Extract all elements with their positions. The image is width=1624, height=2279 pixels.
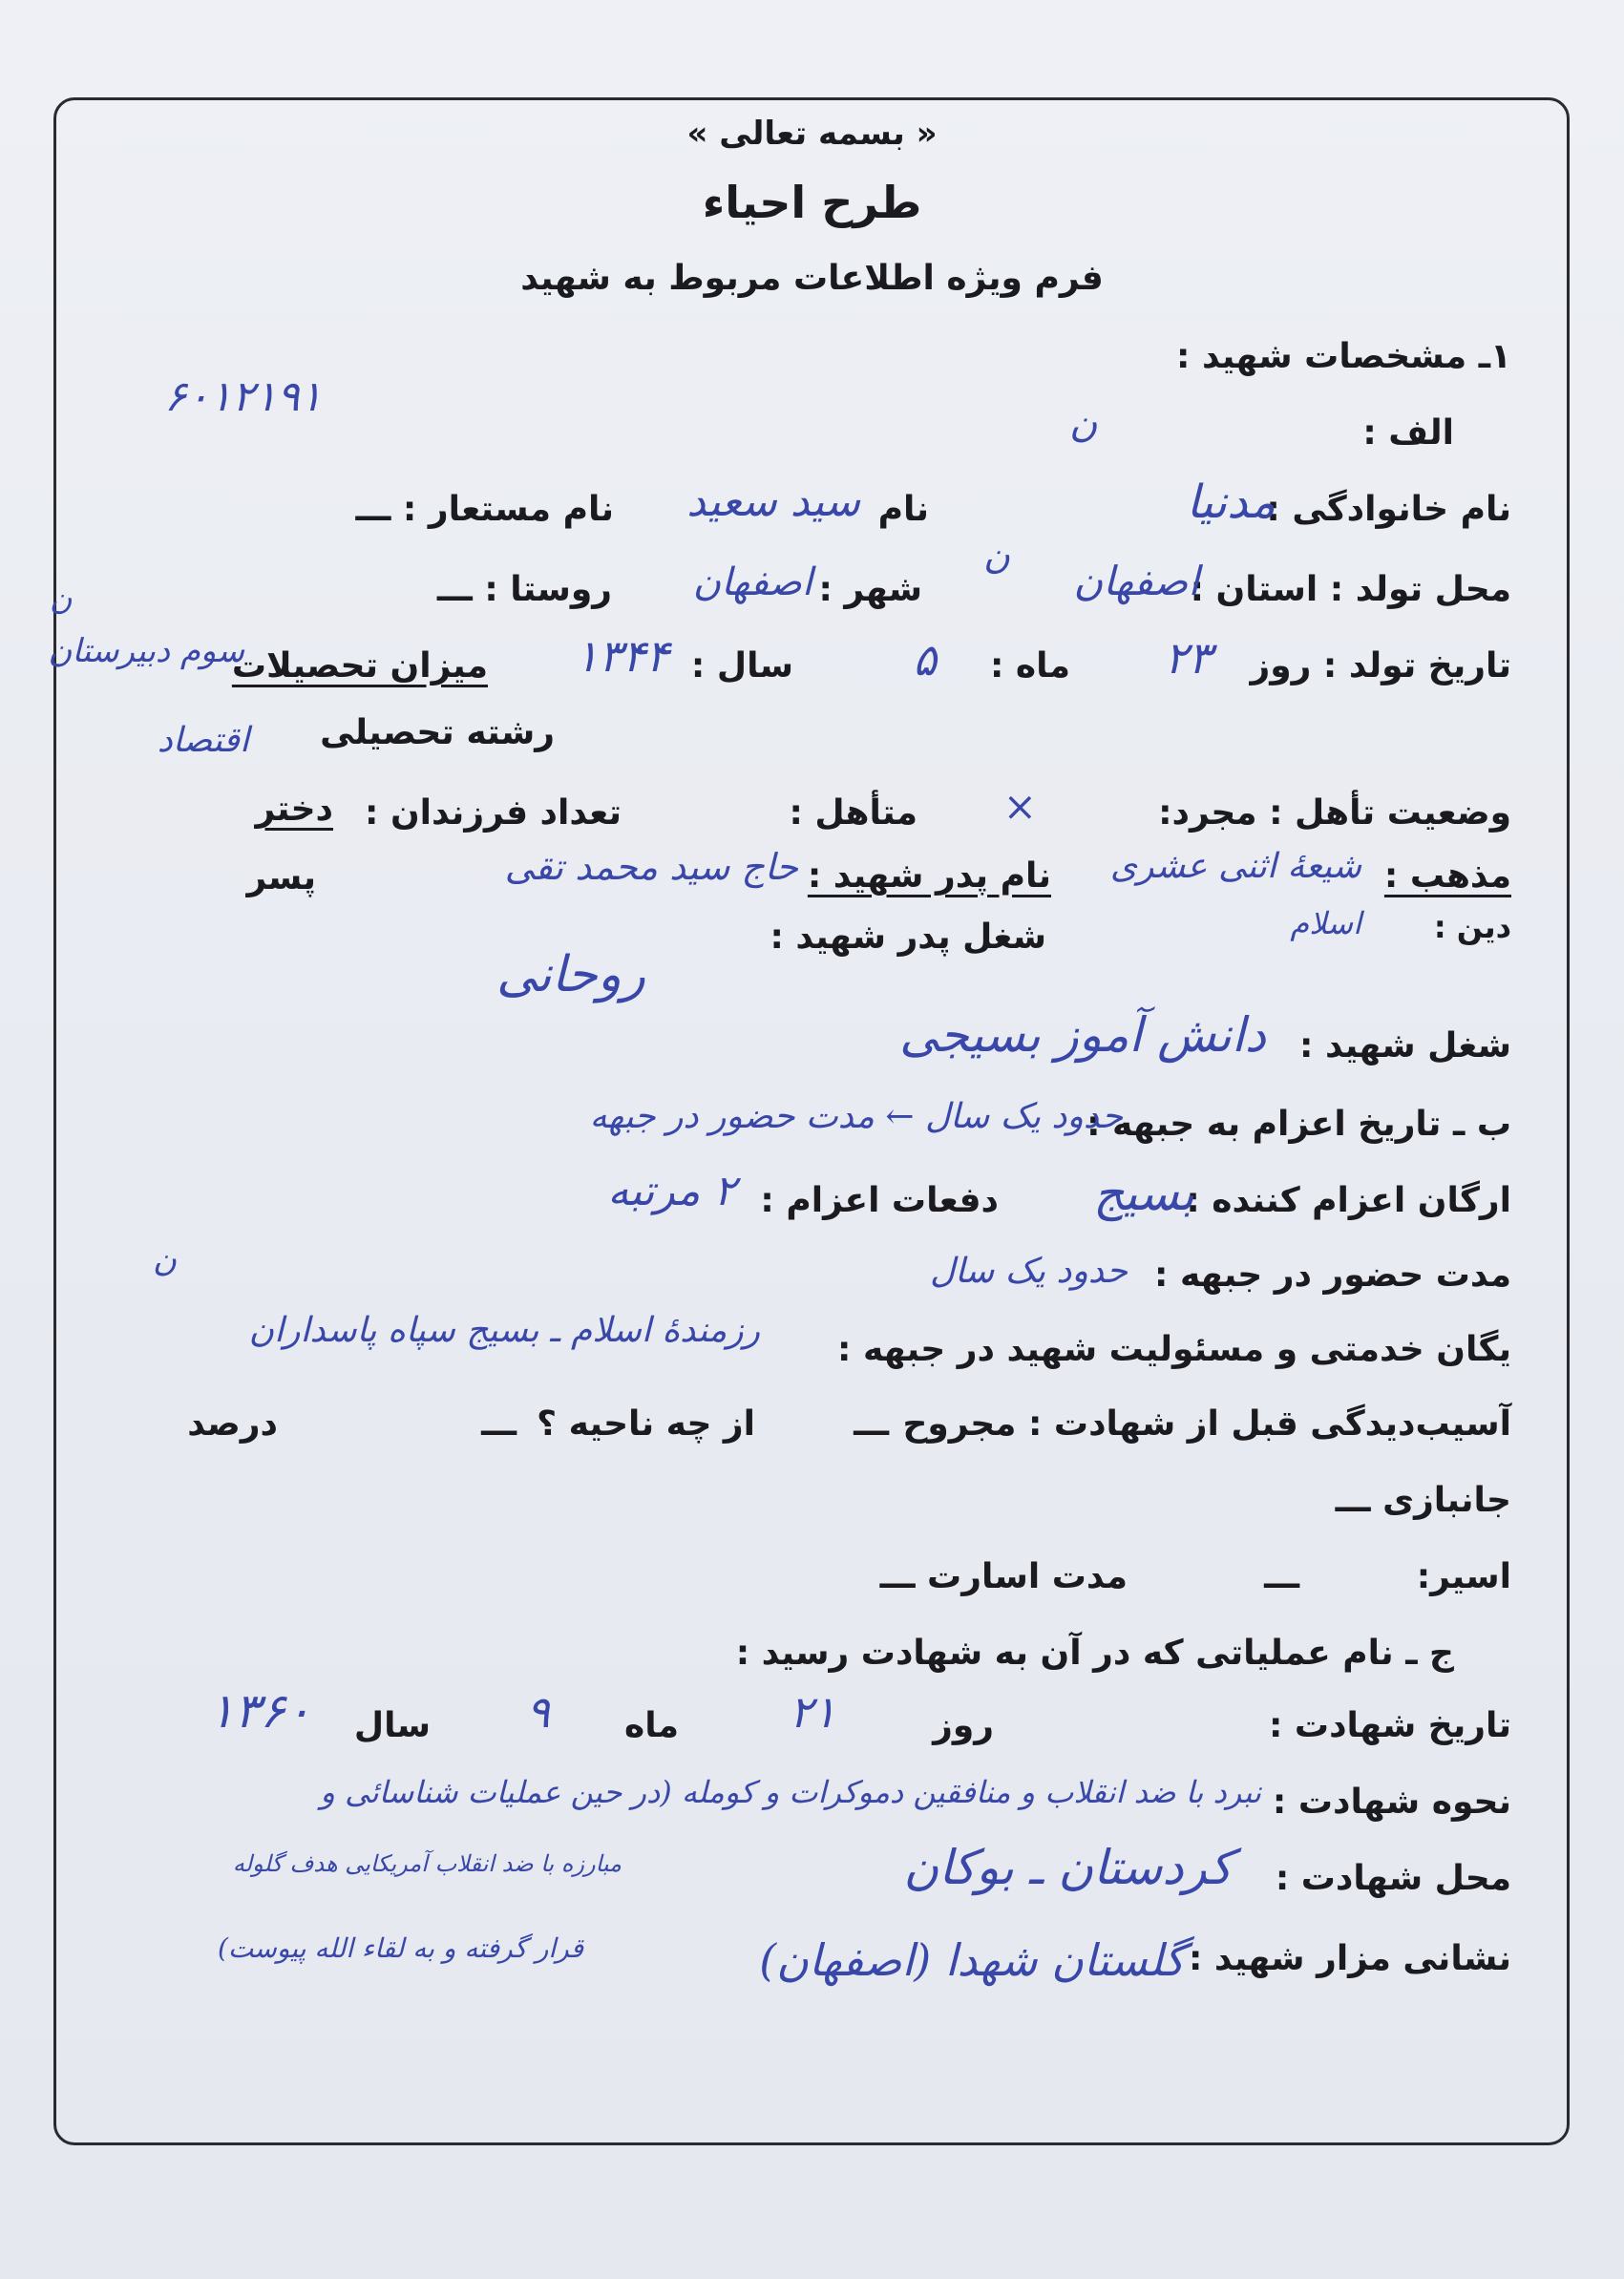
manner-label: نحوه شهادت : <box>1272 1783 1511 1822</box>
martyrdom-day-value: ۲۱ <box>789 1686 836 1738</box>
field-label: رشته تحصیلی <box>320 713 555 752</box>
province-value: اصفهان <box>1073 558 1199 604</box>
city-value: اصفهان <box>692 560 812 604</box>
mark-n-4: ن <box>153 1241 177 1279</box>
family-name-value: مدنیا <box>1186 475 1276 529</box>
martyrdom-year-label: سال <box>353 1706 431 1745</box>
daughter-label: دختر <box>255 790 333 829</box>
birth-year-value: ۱۳۴۴ <box>575 630 669 682</box>
family-name-label: نام خانوادگی : <box>1266 490 1511 529</box>
birth-month-value: ۵ <box>913 634 937 686</box>
place-value: کردستان ـ بوکان <box>903 1840 1233 1895</box>
job-label: شغل شهید : <box>1299 1026 1511 1066</box>
manner-value-continued: مبارزه با ضد انقلاب آمریکایی هدف گلوله <box>232 1850 622 1877</box>
form-subtitle: فرم ویژه اطلاعات مربوط به شهید <box>520 259 1104 298</box>
mark-n-2: ن <box>983 535 1010 577</box>
place-label: محل شهادت : <box>1275 1859 1511 1898</box>
education-label: میزان تحصیلات <box>231 646 488 686</box>
injury-dash: ـــ <box>854 1404 889 1444</box>
captive-label: اسیر: <box>1416 1557 1511 1596</box>
id-number: ۶۰۱۲۱۹۱ <box>164 372 323 421</box>
first-name-label: نام <box>877 490 929 529</box>
dispatch-label: ب ـ تاریخ اعزام به جبهه : <box>1086 1105 1511 1144</box>
percent-label: درصد <box>187 1404 278 1444</box>
birthplace-label: محل تولد : استان : <box>1190 570 1511 609</box>
mark-n-1: ن <box>1069 402 1098 446</box>
dispatch-value: حدود یک سال ← مدت حضور در جبهه <box>589 1097 1123 1136</box>
dispatch-times-value: ۲ مرتبه <box>607 1167 736 1215</box>
education-value: سوم دبیرستان <box>48 632 244 670</box>
organization-value: بسیج <box>1093 1166 1194 1221</box>
injury-label: آسیب‌دیدگی قبل از شهادت : مجروح <box>902 1404 1511 1444</box>
martyrdom-day-label: روز <box>933 1706 994 1745</box>
religion-value: اسلام <box>1290 905 1361 941</box>
marital-label: وضعیت تأهل : مجرد: <box>1158 793 1511 833</box>
birth-month-label: ماه : <box>990 646 1070 686</box>
city-label: شهر : <box>818 570 922 609</box>
job-value: دانش آموز بسیجی <box>899 1007 1266 1063</box>
mark-n-3: ن <box>50 580 73 617</box>
duration-value: حدود یک سال <box>930 1252 1128 1291</box>
duration-label: مدت حضور در جبهه : <box>1154 1256 1511 1295</box>
married-label: متأهل : <box>789 793 917 833</box>
first-name-value: سید سعید <box>686 477 860 526</box>
martyrdom-month-label: ماه <box>623 1706 679 1745</box>
grave-label: نشانی مزار شهید : <box>1188 1939 1511 1978</box>
dispatch-times-label: دفعات اعزام : <box>760 1181 999 1220</box>
captive-dash: ـــ <box>1264 1557 1299 1596</box>
grave-note: قرار گرفته و به لقاء الله پیوست) <box>217 1932 583 1964</box>
village-label: روستا : ـــ <box>436 570 612 609</box>
sect-label: مذهب : <box>1383 856 1511 896</box>
single-mark: × <box>1002 783 1037 830</box>
operation-label: ج ـ نام عملیاتی که در آن به شهادت رسید : <box>735 1634 1454 1673</box>
martyrdom-date-label: تاریخ شهادت : <box>1268 1706 1511 1745</box>
injury-area-dash: ـــ <box>481 1404 517 1444</box>
father-job-label: شغل پدر شهید : <box>770 918 1046 957</box>
alias-label: نام مستعار : ـــ <box>355 490 614 529</box>
unit-label: یگان خدمتی و مسئولیت شهید در جبهه : <box>837 1330 1511 1369</box>
father-name-label: نام پدر شهید : <box>807 856 1051 896</box>
alef-label: الف : <box>1362 413 1454 453</box>
birth-year-label: سال : <box>690 646 793 686</box>
father-job-value: روحانی <box>496 946 645 1003</box>
grave-value: گلستان شهدا (اصفهان) <box>759 1934 1185 1986</box>
son-label: پسر <box>246 858 316 897</box>
form-title: طرح احیاء <box>702 177 922 228</box>
section-1-heading: ۱ـ مشخصات شهید : <box>1176 337 1511 376</box>
religion-label: دین : <box>1433 909 1511 945</box>
field-value: اقتصاد <box>157 721 249 760</box>
birthdate-label: تاریخ تولد : روز <box>1250 646 1511 686</box>
children-label: تعداد فرزندان : <box>365 793 622 833</box>
martyrdom-year-value: ۱۳۶۰ <box>208 1683 311 1739</box>
captivity-label: مدت اسارت ـــ <box>879 1557 1128 1596</box>
birth-day-value: ۲۳ <box>1164 632 1212 684</box>
organization-label: ارگان اعزام کننده : <box>1186 1181 1511 1220</box>
father-name-value: حاج سید محمد تقی <box>504 846 798 888</box>
janbazi-label: جانبازی ـــ <box>1335 1481 1511 1520</box>
injury-area-label: از چه ناحیه ؟ <box>537 1404 755 1444</box>
unit-value: رزمندهٔ اسلام ـ بسیج سپاه پاسداران <box>248 1311 760 1350</box>
manner-value: نبرد با ضد انقلاب و منافقین دموکرات و کومله (در حین عملیات شناسائی و <box>320 1774 1261 1810</box>
sect-value: شیعهٔ اثنی عشری <box>1109 847 1361 886</box>
bismillah: « بسمه تعالی » <box>686 115 938 153</box>
martyrdom-month-value: ۹ <box>526 1686 550 1738</box>
